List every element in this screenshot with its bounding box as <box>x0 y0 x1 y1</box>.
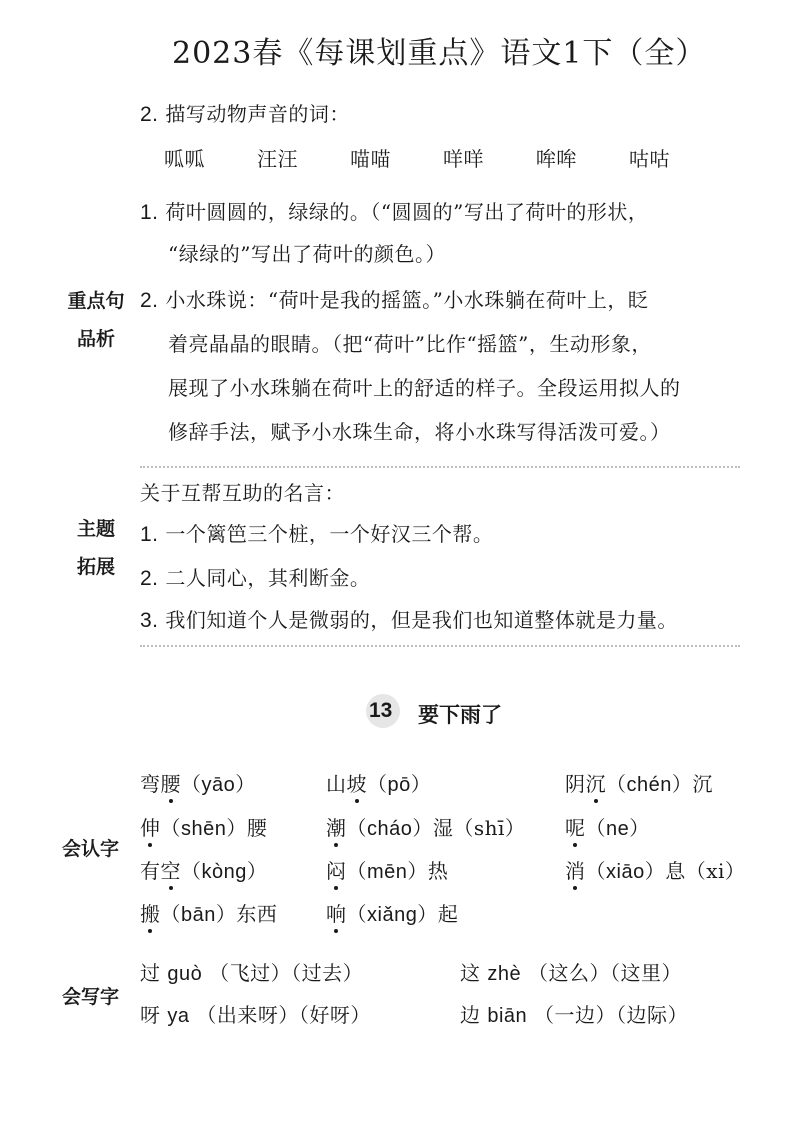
recognize-pinyin: （xiǎng） <box>346 904 438 926</box>
recognize-pinyin: （cháo） <box>346 818 433 840</box>
sound-word: 哞哞 <box>536 147 577 171</box>
recognize-pinyin: （yāo） <box>181 774 256 796</box>
recognize-suffix: 湿（shī） <box>432 816 526 840</box>
recognize-suffix: 息（xi） <box>665 859 746 883</box>
recognize-entry <box>140 812 267 841</box>
animal-sound-words <box>164 143 670 172</box>
animal-sounds-heading <box>140 98 350 127</box>
recognize-target-char: 响 <box>326 898 347 927</box>
recognize-entry <box>565 855 745 884</box>
recognize-target-char: 空 <box>161 855 182 884</box>
write-pinyin: guò <box>167 963 203 985</box>
lesson-number: 13 <box>369 699 393 722</box>
key-sentence-line: “绿绿的”写出了荷叶的颜色。） <box>168 242 446 266</box>
write-entry <box>140 999 371 1028</box>
animal-sounds-heading-text: 描写动物声音的词： <box>165 102 350 126</box>
write-examples: （飞过）（过去） <box>209 961 364 985</box>
theme-item <box>140 604 678 633</box>
write-char: 这 <box>460 961 481 985</box>
key-sentence-line: 小水珠说：“荷叶是我的摇篮。”小水珠躺在荷叶上，眨 <box>165 288 649 312</box>
key-sentence-2 <box>140 284 648 313</box>
recognize-pinyin: （pō） <box>367 774 432 796</box>
write-pinyin: zhè <box>487 963 522 985</box>
key-sentence-number: 2. <box>140 289 159 312</box>
recognize-context-char: 弯 <box>140 772 161 796</box>
recognize-suffix: 腰 <box>246 816 268 840</box>
write-char: 呀 <box>140 1003 161 1027</box>
recognize-pinyin: （kòng） <box>181 861 268 883</box>
theme-item-text: 一个篱笆三个桩，一个好汉三个帮。 <box>165 522 494 546</box>
recognize-label: 会认字 <box>62 838 120 860</box>
recognize-entry <box>326 898 458 927</box>
theme-item <box>140 518 493 547</box>
theme-label <box>66 510 126 586</box>
write-entry <box>460 957 682 986</box>
recognize-target-char: 腰 <box>161 768 182 797</box>
write-char: 边 <box>460 1003 481 1027</box>
key-sentences-label <box>62 282 130 358</box>
recognize-target-char: 沉 <box>586 768 607 797</box>
divider <box>140 645 740 647</box>
key-sentence-line: 展现了小水珠躺在荷叶上的舒适的样子。全段运用拟人的 <box>168 376 681 400</box>
theme-item-number: 1. <box>140 523 159 546</box>
recognize-context-char: 山 <box>326 772 347 796</box>
write-examples: （出来呀）（好呀） <box>196 1003 371 1027</box>
theme-item-text: 二人同心，其利断金。 <box>165 566 371 590</box>
sound-word: 咩咩 <box>443 147 484 171</box>
theme-item-number: 2. <box>140 567 159 590</box>
page-title: 2023春《每课划重点》语文1下（全） <box>172 36 707 71</box>
recognize-entry <box>326 812 525 841</box>
key-sentence-line: 荷叶圆圆的，绿绿的。（“圆圆的”写出了荷叶的形状， <box>165 200 649 224</box>
recognize-target-char: 潮 <box>326 812 347 841</box>
recognize-entry <box>565 812 650 841</box>
recognize-entry <box>565 768 713 797</box>
recognize-target-char: 坡 <box>347 768 368 797</box>
theme-item <box>140 562 370 591</box>
recognize-pinyin: （bān） <box>160 904 237 926</box>
key-sentences-label-line: 重点句 <box>67 290 125 312</box>
recognize-pinyin: （mēn） <box>346 861 428 883</box>
recognize-context-char: 阴 <box>565 772 586 796</box>
key-sentence-number: 1. <box>140 201 159 224</box>
key-sentence-line: 修辞手法，赋予小水珠生命，将小水珠写得活泼可爱。） <box>168 420 671 444</box>
recognize-entry <box>326 855 448 884</box>
lesson-title: 要下雨了 <box>418 703 502 727</box>
sound-word: 咕咕 <box>629 147 670 171</box>
recognize-target-char: 闷 <box>326 855 347 884</box>
write-char: 过 <box>140 961 161 985</box>
write-examples: （一边）（边际） <box>534 1003 689 1027</box>
theme-item-number: 3. <box>140 609 159 632</box>
key-sentence-line: 着亮晶晶的眼睛。（把“荷叶”比作“摇篮”，生动形象， <box>168 332 652 356</box>
write-entry <box>460 999 688 1028</box>
recognize-entry <box>140 898 277 927</box>
write-pinyin: ya <box>167 1005 190 1027</box>
recognize-context-char: 有 <box>140 859 161 883</box>
recognize-suffix: 热 <box>427 859 449 883</box>
recognize-pinyin: （chén） <box>606 774 693 796</box>
recognize-target-char: 呢 <box>565 812 586 841</box>
recognize-pinyin: （ne） <box>585 818 650 840</box>
recognize-target-char: 伸 <box>140 812 161 841</box>
recognize-pinyin: （shēn） <box>160 818 247 840</box>
write-entry <box>140 957 363 986</box>
recognize-pinyin: （xiāo） <box>585 861 666 883</box>
recognize-target-char: 消 <box>565 855 586 884</box>
theme-intro: 关于互帮互助的名言： <box>140 481 345 505</box>
recognize-suffix: 东西 <box>236 902 278 926</box>
theme-label-line: 拓展 <box>76 556 115 578</box>
recognize-entry <box>140 855 267 884</box>
animal-sounds-heading-number: 2. <box>140 103 159 126</box>
write-pinyin: biān <box>487 1005 528 1027</box>
key-sentence-1 <box>140 196 648 225</box>
recognize-suffix: 沉 <box>692 772 713 796</box>
recognize-suffix: 起 <box>437 902 459 926</box>
recognize-target-char: 搬 <box>140 898 161 927</box>
sound-word: 喵喵 <box>350 147 391 171</box>
key-sentences-label-line: 品析 <box>76 328 115 350</box>
sound-word: 呱呱 <box>164 147 205 171</box>
sound-word: 汪汪 <box>257 147 298 171</box>
theme-label-line: 主题 <box>76 518 115 540</box>
write-label: 会写字 <box>62 986 120 1008</box>
recognize-entry <box>326 768 431 797</box>
recognize-entry <box>140 768 256 797</box>
divider <box>140 466 740 468</box>
write-examples: （这么）（这里） <box>527 961 682 985</box>
theme-item-text: 我们知道个人是微弱的，但是我们也知道整体就是力量。 <box>165 608 678 632</box>
